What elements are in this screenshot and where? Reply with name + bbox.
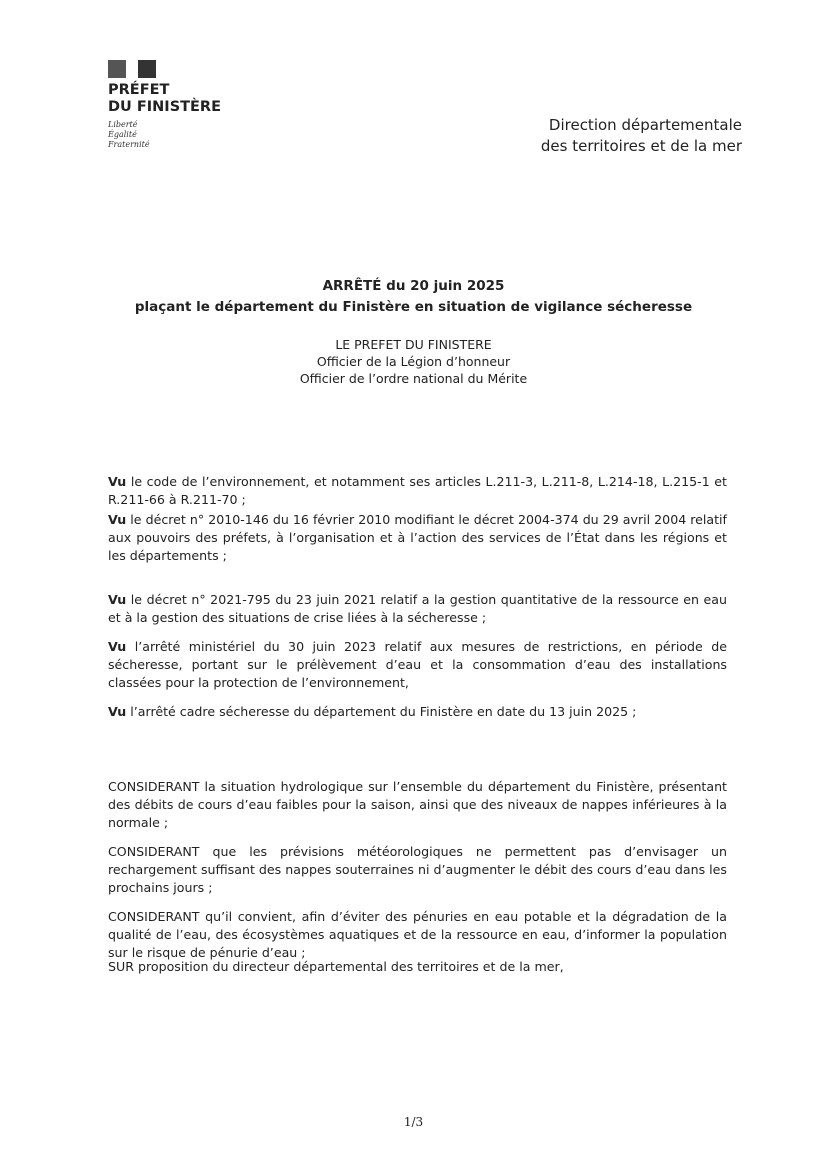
direction-header (541, 115, 742, 157)
devise-line: Égalité (108, 130, 137, 139)
proposal-paragraph (108, 958, 727, 976)
direction-line: Direction départementale (548, 116, 742, 134)
marianne-icon (108, 60, 156, 78)
devise-line: Fraternité (108, 140, 150, 149)
authority-line: LE PREFET DU FINISTERE (335, 337, 492, 352)
considerant-paragraph (108, 778, 727, 832)
considerant-text: que les prévisions météorologiques ne permettent pas d’envisager un rechargement suffisant des nappes souterraines ni d’augmenter le débit des cours d’eau dans les prochains jours ; (108, 844, 727, 895)
document-title (0, 276, 827, 318)
visa-lead: Vu (108, 704, 127, 719)
considerant-text: qu’il convient, afin d’éviter des pénuries en eau potable et la dégradation de la qualité de l’eau, des écosystèmes aquatiques et de la ressource en eau, d’informer la population sur le risque de pénurie d’eau ; (108, 909, 727, 960)
proposal-lead: SUR (108, 959, 134, 974)
logo-line: PRÉFET (108, 82, 170, 98)
considerant-text: la situation hydrologique sur l’ensemble du département du Finistère, présentant des débits de cours d’eau faibles pour la saison, ainsi que des niveaux de nappes inférieures à la normale ; (108, 779, 727, 830)
authority-block (0, 336, 827, 387)
visa-lead: Vu (108, 512, 127, 527)
visa-lead: Vu (108, 474, 127, 489)
visa-text: le code de l’environnement, et notamment ses articles L.211-3, L.211-8, L.214-18, L.215-1 et R.211-66 à R.211-70 ; (108, 474, 727, 507)
visa-paragraph (108, 473, 727, 509)
visa-lead: Vu (108, 592, 127, 607)
considerant-lead: CONSIDERANT (108, 909, 200, 924)
considerant-lead: CONSIDERANT (108, 779, 200, 794)
visa-lead: Vu (108, 639, 127, 654)
proposal-text: proposition du directeur départemental des territoires et de la mer, (133, 959, 564, 974)
visa-text: l’arrêté ministériel du 30 juin 2023 relatif aux mesures de restrictions, en période de sécheresse, portant sur le prélèvement d’eau et la consommation d’eau des installations classées pour la protection de l’environnement, (108, 639, 727, 690)
visa-paragraph (108, 638, 727, 692)
visa-paragraph (108, 703, 727, 721)
visa-paragraph (108, 591, 727, 627)
visa-text: l’arrêté cadre sécheresse du département du Finistère en date du 13 juin 2025 ; (126, 704, 637, 719)
visa-text: le décret n° 2010-146 du 16 février 2010 modifiant le décret 2004-374 du 29 avril 2004 relatif aux pouvoirs des préfets, à l’organisation et à l’action des services de l’État dans les régions et les départements ; (108, 512, 727, 563)
direction-line: des territoires et de la mer (540, 137, 742, 155)
title-line: ARRÊTÉ du 20 juin 2025 (322, 278, 505, 294)
devise-line: Liberté (108, 120, 138, 129)
authority-line: Officier de l’ordre national du Mérite (299, 371, 528, 386)
considerant-lead: CONSIDERANT (108, 844, 200, 859)
title-line: plaçant le département du Finistère en situation de vigilance sécheresse (134, 299, 693, 315)
prefet-logo (108, 60, 221, 150)
page-number: 1/3 (403, 1115, 424, 1129)
considerant-paragraph (108, 908, 727, 962)
visa-paragraph (108, 511, 727, 565)
considerant-paragraph (108, 843, 727, 897)
logo-line: DU FINISTÈRE (108, 99, 221, 115)
visa-text: le décret n° 2021-795 du 23 juin 2021 relatif a la gestion quantitative de la ressource en eau et à la gestion des situations de crise liées à la sécheresse ; (108, 592, 727, 625)
authority-line: Officier de la Légion d’honneur (316, 354, 511, 369)
